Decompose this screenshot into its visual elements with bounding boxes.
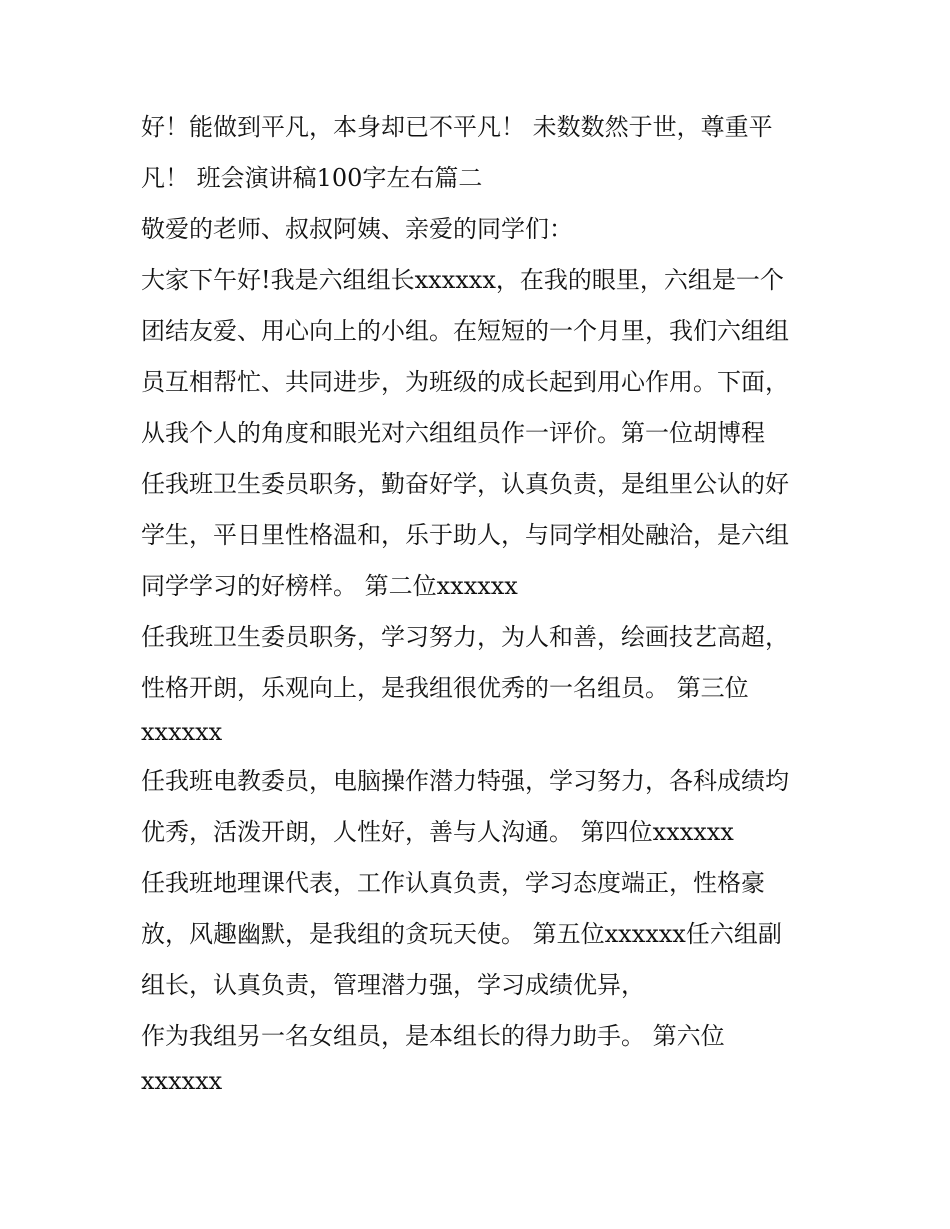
text-line: 性格开朗，乐观向上，是我组很优秀的一名组员。 第三位 (141, 674, 749, 702)
text-line: 优秀，活泼开朗，人性好，善与人沟通。 第四位xxxxxx (141, 818, 734, 846)
text-line: 任我班电教委员，电脑操作潜力特强，学习努力，各科成绩均 (141, 767, 789, 795)
text-line: 大家下午好!我是六组组长xxxxxx，在我的眼里，六组是一个 (141, 266, 784, 294)
text-line: xxxxxx (141, 718, 223, 746)
text-line: 好！能做到平凡，本身却已不平凡！ 未数数然于世，尊重平 (141, 113, 773, 141)
text-line: 敬爱的老师、叔叔阿姨、亲爱的同学们： (141, 215, 573, 243)
text-line: 放，风趣幽默，是我组的贪玩天使。 第五位xxxxxx任六组副 (141, 920, 782, 948)
text-line: 任我班卫生委员职务，勤奋好学，认真负责，是组里公认的好 (141, 470, 789, 498)
text-line: xxxxxx (141, 1067, 223, 1095)
text-line: 从我个人的角度和眼光对六组组员作一评价。第一位胡博程 (141, 419, 765, 447)
text-line: 组长，认真负责，管理潜力强，学习成绩优异， (141, 971, 645, 999)
text-line: 任我班地理课代表，工作认真负责，学习态度端正，性格豪 (141, 869, 765, 897)
text-line: 同学学习的好榜样。 第二位xxxxxx (141, 572, 518, 600)
text-line: 任我班卫生委员职务，学习努力，为人和善，绘画技艺高超， (141, 623, 789, 651)
text-line: 团结友爱、用心向上的小组。在短短的一个月里，我们六组组 (141, 317, 789, 345)
text-line: 学生，平日里性格温和，乐于助人，与同学相处融洽，是六组 (141, 521, 789, 549)
text-line: 凡！ 班会演讲稿100字左右篇二 (141, 164, 483, 192)
text-line: 员互相帮忙、共同进步，为班级的成长起到用心作用。下面， (141, 368, 789, 396)
text-line: 作为我组另一名女组员，是本组长的得力助手。 第六位 (141, 1022, 725, 1050)
